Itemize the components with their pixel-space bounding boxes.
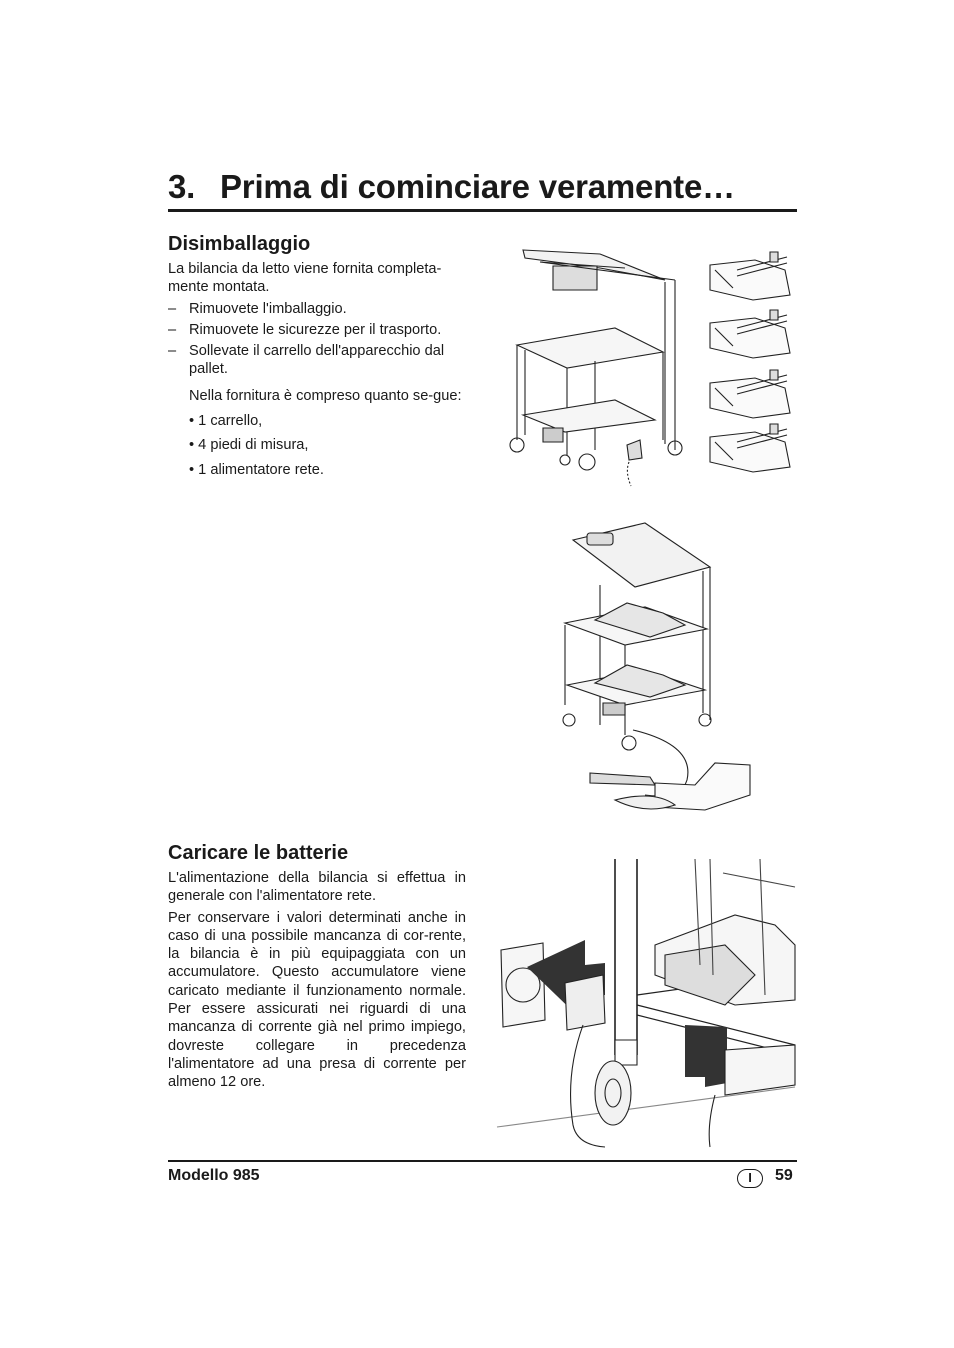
unpacking-text (168, 260, 466, 479)
cart-and-feet-illustration (505, 240, 800, 490)
charging-para: L'alimentazione della bilancia si effettua in generale con l'alimentatore rete. (168, 870, 466, 905)
charging-illustration (495, 855, 797, 1150)
charging-text (168, 869, 466, 1092)
charging-para: Per conservare i valori determinati anche in caso di una possibile mancanza di cor-rente, la bilancia è in più equipaggiata con un accumulatore. Questo accumulatore viene caricato mediante il funzionamento normale. Per essere assicurati nei riguardi di una mancanza di corrente già nel primo impiego, dovreste collegare in precedenza l'alimentatore ad una presa di corrente per almeno 12 ore. (168, 909, 466, 1091)
language-badge: I (737, 1169, 763, 1188)
unpacking-intro: La bilancia da letto viene fornita completa-mente montata. (168, 261, 442, 296)
section-heading-charging: Caricare le batterie (168, 842, 349, 864)
title-rule (168, 209, 797, 212)
unpacking-step: – Rimuovete le sicurezze per il trasporto. (168, 321, 442, 338)
contents-item: • 1 carrello, (189, 413, 263, 430)
unpacking-step: – Sollevate il carrello dell'apparecchio dal pallet. (168, 343, 445, 378)
footer-rule (168, 1160, 797, 1162)
chapter-title (168, 168, 735, 206)
contents-item: • 1 alimentatore rete. (189, 461, 324, 478)
chapter-title-text: Prima di cominciare veramente… (220, 168, 735, 205)
chapter-number: 3. (168, 168, 196, 205)
stowed-cart-illustration (555, 515, 755, 820)
footer-model: Modello 985 (168, 1167, 260, 1184)
page-number: 59 (775, 1167, 793, 1184)
unpacking-note: Nella fornitura è compreso quanto se-gue: (189, 387, 462, 404)
contents-item: • 4 piedi di misura, (189, 437, 309, 454)
section-heading-unpacking: Disimballaggio (168, 233, 311, 255)
unpacking-step: – Rimuovete l'imballaggio. (168, 300, 347, 317)
